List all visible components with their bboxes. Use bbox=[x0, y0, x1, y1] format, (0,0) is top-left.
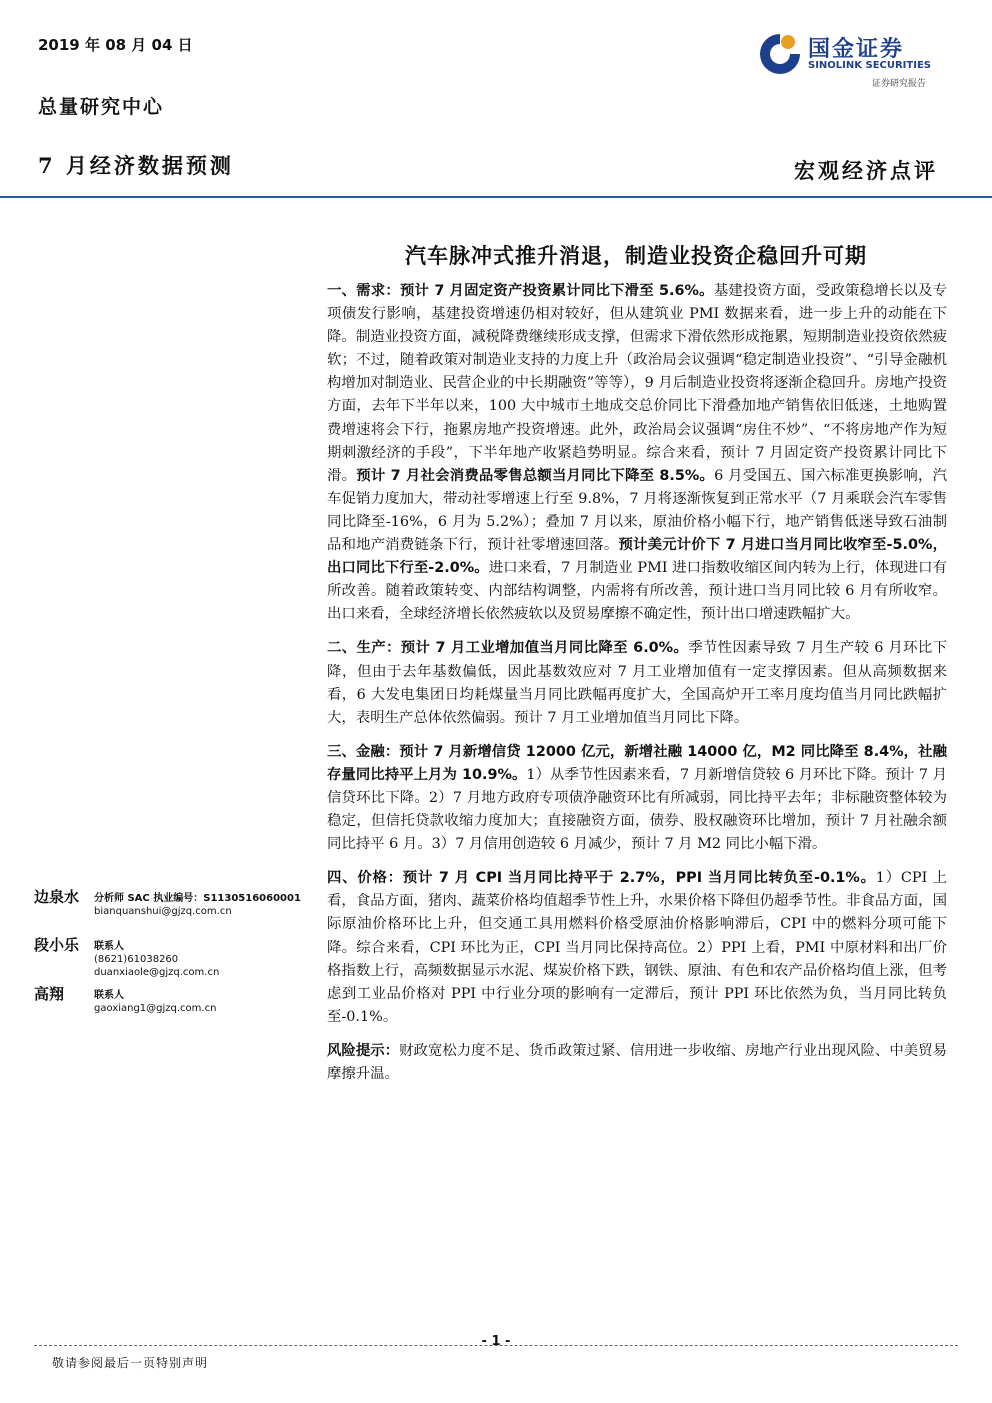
analyst-name: 段小乐 bbox=[34, 936, 80, 954]
section-text: 6 月受国五、国六标准更换影响，汽车促销力度加大，带动社零增速上行至 9.8%，7 月将逐渐恢复到正常水平（7 月乘联会汽车零售同比降至-16%，6 月为 5.2%）；叠加 7 月以来，原油价格小幅下行，地产销售低迷导致石油制品和地产消费链条下行，预计社零增速回落。 bbox=[327, 467, 947, 554]
analyst-email[interactable]: gaoxiang1@gjzq.com.cn bbox=[94, 1003, 217, 1014]
section-text: 季节性因素导致 7 月生产较 6 月环比下降，但由于去年基数偏低，因此基数效应对 7 月工业增加值有一定支撑因素。但从高频数据来看，6 大发电集团日均耗煤量当月同比跌幅再度扩大，全国高炉开工率月度均值当月同比跌幅扩大，表明生产总体依然偏弱。预计 7 月工业增加值当月同比下降。 bbox=[327, 640, 947, 726]
report-body bbox=[327, 280, 947, 1097]
section-lead: 二、生产：预计 7 月工业增加值当月同比降至 6.0%。 bbox=[327, 640, 689, 657]
section-lead: 四、价格：预计 7 月 CPI 当月同比持平于 2.7%，PPI 当月同比转负至-0.1%。 bbox=[327, 870, 876, 887]
section-text: 1）CPI 上看，食品方面，猪肉、蔬菜价格均值超季节性上升，水果价格下降但仍超季节性。非食品方面，国际原油价格环比上升，但交通工具用燃料价格受原油价格影响滞后，CPI 中的燃料分项可能下降。综合来看，CPI 环比为正，CPI 当月同比保持高位。2）PPI 上看，PMI 中原材料和出厂价格指数上行，高频数据显示水泥、煤炭价格下跌，钢铁、原油、有色和农产品价格均值上涨，但考虑到工业品价格对 PPI 中行业分项的影响有一定滞后，预计 PPI 环比依然为负，当月同比转负至-0.1%。 bbox=[327, 870, 947, 1025]
footer-disclaimer: 敬请参阅最后一页特别声明 bbox=[52, 1356, 209, 1370]
analyst-name: 边泉水 bbox=[34, 888, 80, 906]
analyst-name: 高翔 bbox=[34, 985, 65, 1003]
analyst-role: 分析师 SAC 执业编号：S1130516060001 bbox=[94, 893, 301, 904]
report-type: 宏观经济点评 bbox=[794, 158, 938, 183]
analyst-email[interactable]: duanxiaole@gjzq.com.cn bbox=[94, 967, 220, 978]
section-demand bbox=[327, 280, 947, 626]
section-text: 基建投资方面，受政策稳增长以及专项债发行影响，基建投资增速仍相对较好，但从建筑业 PMI 数据来看，进一步上升的动能在下降。制造业投资方面，减税降费继续形成支撑，但需求下滑依然形成拖累，短期制造业投资依然疲软；不过，随着政策对制造业支持的力度上升（政治局会议强调“稳定制造业投资”、“引导金融机构增加对制造业、民营企业的中长期融资”等等），9 月后制造业投资将逐渐企稳回升。房地产投资方面，去年下半年以来，100 大中城市土地成交总价同比下滑叠加地产销售依旧低迷，土地购置费增速将会下行，拖累房地产投资增速。此外，政治局会议强调“房住不炒”、“不将房地产作为短期刺激经济的手段”，下半年地产收紧趋势明显。综合来看，预计 7 月固定资产投资累计同比下滑。 bbox=[327, 283, 947, 484]
section-lead: 一、需求：预计 7 月固定资产投资累计同比下滑至 5.6%。 bbox=[327, 283, 714, 299]
section-lead: 三、金融：预计 7 月新增信贷 12000 亿元，新增社融 14000 亿，M2 同比降至 8.4%，社融存量同比持平上月为 10.9%。 bbox=[327, 743, 947, 783]
risk-text: 财政宽松力度不足、货币政策过紧、信用进一步收缩、房地产行业出现风险、中美贸易摩擦升温。 bbox=[327, 1042, 947, 1082]
page-number: - 1 - bbox=[481, 1334, 511, 1349]
section-text: 进口来看，7 月制造业 PMI 进口指数收缩区间内转为上行，体现进口有所改善。随着政策转变、内部结构调整，内需将有所改善，预计进口当月同比较 6 月有所收窄。出口来看，全球经济增长依然疲软以及贸易摩擦不确定性，预计出口增速跌幅扩大。 bbox=[327, 560, 947, 623]
analyst-role: 联系人 bbox=[94, 941, 124, 952]
section-text: 1）从季节性因素来看，7 月新增信贷较 6 月环比下降。预计 7 月信贷环比下降。2）7 月地方政府专项债净融资环比有所减弱，同比持平去年；非标融资整体较为稳定，但信托贷款收缩力度加大；直接融资方面，债券、股权融资环比增加，预计 7 月社融余额同比持平 6 月。3）7 月信用创造较 6 月减少，预计 7 月 M2 同比小幅下滑。 bbox=[327, 766, 948, 853]
risk-label: 风险提示： bbox=[327, 1042, 400, 1059]
report-topic: 7 月经济数据预测 bbox=[38, 153, 234, 178]
analyst-role: 联系人 bbox=[94, 990, 124, 1001]
section-finance bbox=[327, 741, 947, 856]
report-date: 2019 年 08 月 04 日 bbox=[38, 36, 193, 54]
department-name: 总量研究中心 bbox=[38, 96, 165, 118]
section-lead: 预计 7 月社会消费品零售总额当月同比下降至 8.5%。 bbox=[356, 467, 715, 484]
logo-name-cn: 国金证券 bbox=[808, 37, 905, 62]
logo-subtitle: 证券研究报告 bbox=[872, 79, 927, 89]
footer-divider bbox=[34, 1345, 958, 1346]
section-production bbox=[327, 637, 947, 729]
logo-name-en: SINOLINK SECURITIES bbox=[808, 60, 931, 71]
header-divider bbox=[0, 196, 992, 198]
analyst-phone: (8621)61038260 bbox=[94, 954, 179, 965]
section-lead: 预计美元计价下 7 月进口当月同比收窄至-5.0%，出口同比下行至-2.0%。 bbox=[327, 537, 947, 577]
report-headline: 汽车脉冲式推升消退，制造业投资企稳回升可期 bbox=[405, 243, 867, 268]
section-price bbox=[327, 867, 947, 1029]
logo-mark-icon bbox=[756, 30, 804, 82]
company-logo bbox=[756, 28, 956, 90]
analyst-email[interactable]: bianquanshui@gjzq.com.cn bbox=[94, 906, 232, 917]
risk-warning bbox=[327, 1040, 947, 1086]
